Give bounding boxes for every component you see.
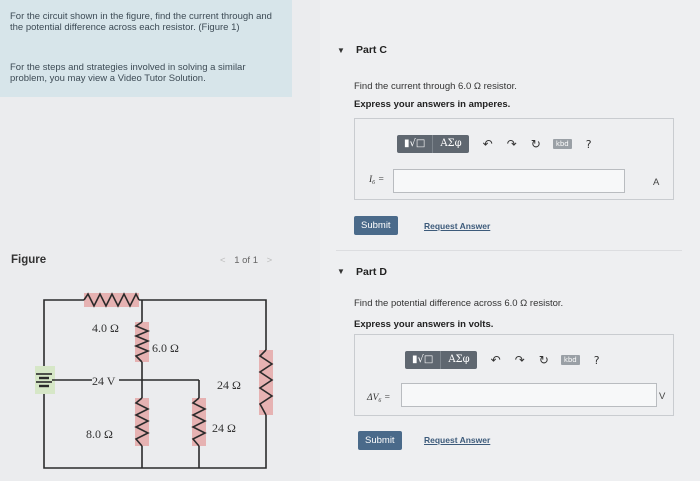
- circuit-diagram: [34, 280, 274, 472]
- symbols-button[interactable]: ΑΣφ: [440, 138, 462, 149]
- next-figure-icon[interactable]: >: [266, 255, 273, 266]
- resistor-4-label: 4.0 Ω: [92, 321, 119, 335]
- part-d-title[interactable]: Part D: [356, 266, 387, 278]
- intro-text: For the circuit shown in the figure, find the current through and the potential difference across each resistor. (Figure 1): [10, 11, 272, 33]
- keyboard-icon[interactable]: kbd: [561, 355, 580, 365]
- redo-icon[interactable]: ↷: [514, 353, 525, 367]
- help-icon[interactable]: ?: [593, 353, 600, 367]
- part-divider: [336, 250, 682, 251]
- part-d-submit-button[interactable]: Submit: [358, 431, 402, 450]
- templates-button[interactable]: ▮√□: [397, 135, 433, 153]
- resistor-6-label: 6.0 Ω: [152, 341, 179, 355]
- part-c-answer-box: [354, 118, 674, 200]
- part-d-math-buttons: [405, 351, 477, 369]
- reset-icon[interactable]: ↻: [538, 353, 549, 367]
- video-tutor-text[interactable]: For the steps and strategies involved in solving a similar problem, you may view a Video Tutor Solution.: [10, 62, 246, 84]
- figure-label: Figure: [11, 254, 47, 266]
- part-c-math-buttons: [397, 135, 469, 153]
- pager-text: 1 of 1: [234, 255, 258, 266]
- reset-icon[interactable]: ↻: [530, 137, 541, 151]
- right-panel: [320, 0, 700, 481]
- part-c-instruction: Express your answers in amperes.: [354, 99, 511, 110]
- part-d-collapse-icon[interactable]: ▼: [337, 267, 345, 276]
- part-d-answer-input[interactable]: [401, 383, 657, 407]
- part-c-unit: A: [653, 177, 660, 188]
- templates-button[interactable]: ▮√□: [405, 351, 441, 369]
- resistor-24a-label: 24 Ω: [217, 378, 241, 392]
- part-d-question: Find the potential difference across 6.0 Ω resistor.: [354, 298, 564, 309]
- part-d-answer-box: [354, 334, 674, 416]
- symbols-button[interactable]: ΑΣφ: [448, 354, 470, 365]
- part-c-variable-label: I₆ =: [369, 175, 385, 185]
- help-icon[interactable]: ?: [585, 137, 592, 151]
- part-c-question: Find the current through 6.0 Ω resistor.: [354, 81, 517, 92]
- part-c-toolbar: [397, 135, 592, 153]
- keyboard-icon[interactable]: kbd: [553, 139, 572, 149]
- part-d-unit: V: [659, 391, 666, 402]
- figure-pager: [214, 255, 278, 266]
- part-c-request-answer-link[interactable]: Request Answer: [424, 221, 491, 231]
- part-c-submit-button[interactable]: Submit: [354, 216, 398, 235]
- battery-label: 24 V: [92, 374, 116, 388]
- part-c-title[interactable]: Part C: [356, 44, 387, 56]
- prev-figure-icon[interactable]: <: [220, 255, 226, 266]
- part-d-instruction: Express your answers in volts.: [354, 319, 494, 330]
- problem-intro: [0, 0, 292, 97]
- resistor-8-label: 8.0 Ω: [86, 427, 113, 441]
- part-c-answer-input[interactable]: [393, 169, 625, 193]
- part-d-toolbar: [405, 351, 600, 369]
- redo-icon[interactable]: ↷: [506, 137, 517, 151]
- resistor-24b-label: 24 Ω: [212, 421, 236, 435]
- left-panel: [0, 0, 320, 481]
- undo-icon[interactable]: ↶: [482, 137, 493, 151]
- part-c-collapse-icon[interactable]: ▼: [337, 46, 345, 55]
- part-d-request-answer-link[interactable]: Request Answer: [424, 435, 491, 445]
- part-d-variable-label: ΔV₆ =: [367, 393, 391, 403]
- undo-icon[interactable]: ↶: [490, 353, 501, 367]
